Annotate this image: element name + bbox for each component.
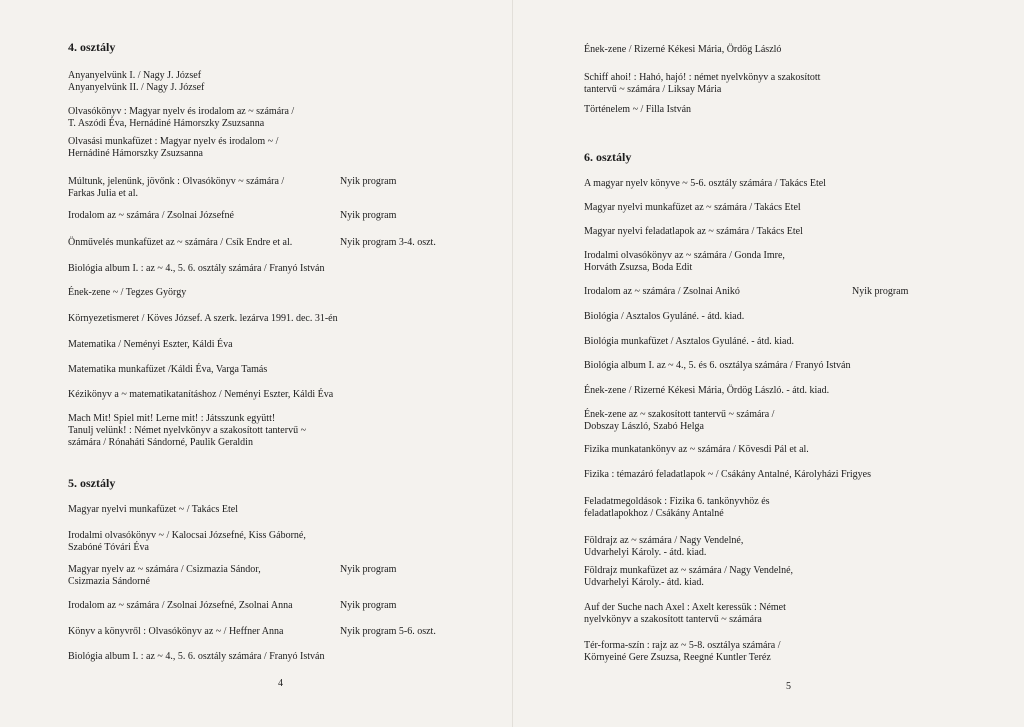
catalog-entry: Irodalmi olvasókönyv az ~ számára / Gonda Imre, Horváth Zsuzsa, Boda Edit <box>584 250 785 273</box>
catalog-entry: Kézikönyv a ~ matematikatanításhoz / Neményi Eszter, Káldi Éva <box>68 389 334 400</box>
catalog-entry: Magyar nyelvi munkafüzet ~ / Takács Etel <box>68 504 239 515</box>
catalog-entry: Anyanyelvünk I. / Nagy J. József Anyanyelvünk II. / Nagy J. József <box>68 70 205 93</box>
catalog-entry: Biológia album I. : az ~ 4., 5. 6. osztály számára / Franyó István <box>68 651 325 662</box>
right-page <box>512 0 1024 727</box>
catalog-entry: Magyar nyelvi feladatlapok az ~ számára / Takács Etel <box>584 226 803 237</box>
program-note: Nyik program <box>340 210 397 221</box>
catalog-entry: Irodalom az ~ számára / Zsolnai Józsefné, Zsolnai Anna <box>68 600 293 611</box>
grade-heading: 6. osztály <box>584 150 632 164</box>
program-note: Nyik program <box>852 286 909 297</box>
catalog-entry: Ének-zene ~ / Tegzes György <box>68 287 187 298</box>
catalog-entry: Irodalom az ~ számára / Zsolnai Józsefné <box>68 210 234 221</box>
catalog-entry: Környezetismeret / Köves József. A szerk. lezárva 1991. dec. 31-én <box>68 313 338 324</box>
catalog-entry: Önművelés munkafüzet az ~ számára / Csík Endre et al. <box>68 237 293 248</box>
catalog-entry: Auf der Suche nach Axel : Axelt keressük : Német nyelvkönyv a szakosított tantervű ~ számára <box>584 602 786 625</box>
program-note: Nyik program 5-6. oszt. <box>340 626 436 637</box>
catalog-entry: Mach Mit! Spiel mit! Lerne mit! : Játsszunk együtt! Tanulj velünk! : Német nyelvkönyv a szakosított tantervű ~ számára / Rónaháti Sándorné, Paulik Geraldin <box>68 413 306 448</box>
catalog-entry: Történelem ~ / Filla István <box>584 104 692 115</box>
catalog-entry: Ének-zene az ~ szakosított tantervű ~ számára / Dobszay László, Szabó Helga <box>584 409 775 432</box>
catalog-entry: Fizika munkatankönyv az ~ számára / Kövesdi Pál et al. <box>584 444 809 455</box>
catalog-entry: Matematika munkafüzet /Káldi Éva, Varga Tamás <box>68 364 268 375</box>
catalog-entry: Biológia album I. az ~ 4., 5. és 6. osztálya számára / Franyó István <box>584 360 851 371</box>
catalog-entry: Olvasási munkafüzet : Magyar nyelv és irodalom ~ / Hernádiné Hámorszky Zsuzsanna <box>68 136 279 159</box>
catalog-entry: Földrajz az ~ számára / Nagy Vendelné, Udvarhelyi Károly. - átd. kiad. <box>584 535 744 558</box>
catalog-entry: Schiff ahoi! : Hahó, hajó! : német nyelvkönyv a szakosított tantervű ~ számára / Liksay Mária <box>584 72 821 95</box>
catalog-entry: Biológia munkafüzet / Asztalos Gyuláné. - átd. kiad. <box>584 336 794 347</box>
program-note: Nyik program <box>340 176 397 187</box>
catalog-entry: Matematika / Neményi Eszter, Káldi Éva <box>68 339 233 350</box>
catalog-entry: Feladatmegoldások : Fizika 6. tankönyvhöz és feladatlapokhoz / Csákány Antalné <box>584 496 770 519</box>
catalog-entry: Biológia album I. : az ~ 4., 5. 6. osztály számára / Franyó István <box>68 263 325 274</box>
catalog-entry: Olvasókönyv : Magyar nyelv és irodalom az ~ számára / T. Aszódi Éva, Hernádiné Hámorszky Zsuzsanna <box>68 106 295 129</box>
catalog-entry: Irodalmi olvasókönyv ~ / Kalocsai Józsefné, Kiss Gáborné, Szabóné Tóvári Éva <box>68 530 306 553</box>
catalog-entry: Ének-zene / Rizerné Kékesi Mária, Ördög László. - átd. kiad. <box>584 385 830 396</box>
catalog-entry: Múltunk, jelenünk, jövőnk : Olvasókönyv ~ számára / Farkas Julia et al. <box>68 176 285 199</box>
page-number: 4 <box>278 678 283 689</box>
page-number: 5 <box>786 681 791 692</box>
catalog-entry: Magyar nyelv az ~ számára / Csizmazia Sándor, Csizmazia Sándorné <box>68 564 261 587</box>
catalog-entry: Ének-zene / Rizerné Kékesi Mária, Ördög László <box>584 44 782 55</box>
grade-heading: 4. osztály <box>68 40 116 54</box>
catalog-entry: Magyar nyelvi munkafüzet az ~ számára / Takács Etel <box>584 202 801 213</box>
program-note: Nyik program 3-4. oszt. <box>340 237 436 248</box>
catalog-entry: Irodalom az ~ számára / Zsolnai Anikó <box>584 286 740 297</box>
catalog-entry: Földrajz munkafüzet az ~ számára / Nagy Vendelné, Udvarhelyi Károly.- átd. kiad. <box>584 565 794 588</box>
catalog-entry: Könyv a könyvről : Olvasókönyv az ~ / Heffner Anna <box>68 626 284 637</box>
catalog-entry: Tér-forma-szín : rajz az ~ 5-8. osztálya számára / Környeiné Gere Zsuzsa, Reegné Kuntler Teréz <box>584 640 781 663</box>
program-note: Nyik program <box>340 600 397 611</box>
catalog-entry: Fizika : témazáró feladatlapok ~ / Csákány Antalné, Károlyházi Frigyes <box>584 469 871 480</box>
grade-heading: 5. osztály <box>68 476 116 490</box>
catalog-entry: Biológia / Asztalos Gyuláné. - átd. kiad. <box>584 311 745 322</box>
program-note: Nyik program <box>340 564 397 575</box>
catalog-entry: A magyar nyelv könyve ~ 5-6. osztály számára / Takács Etel <box>584 178 826 189</box>
